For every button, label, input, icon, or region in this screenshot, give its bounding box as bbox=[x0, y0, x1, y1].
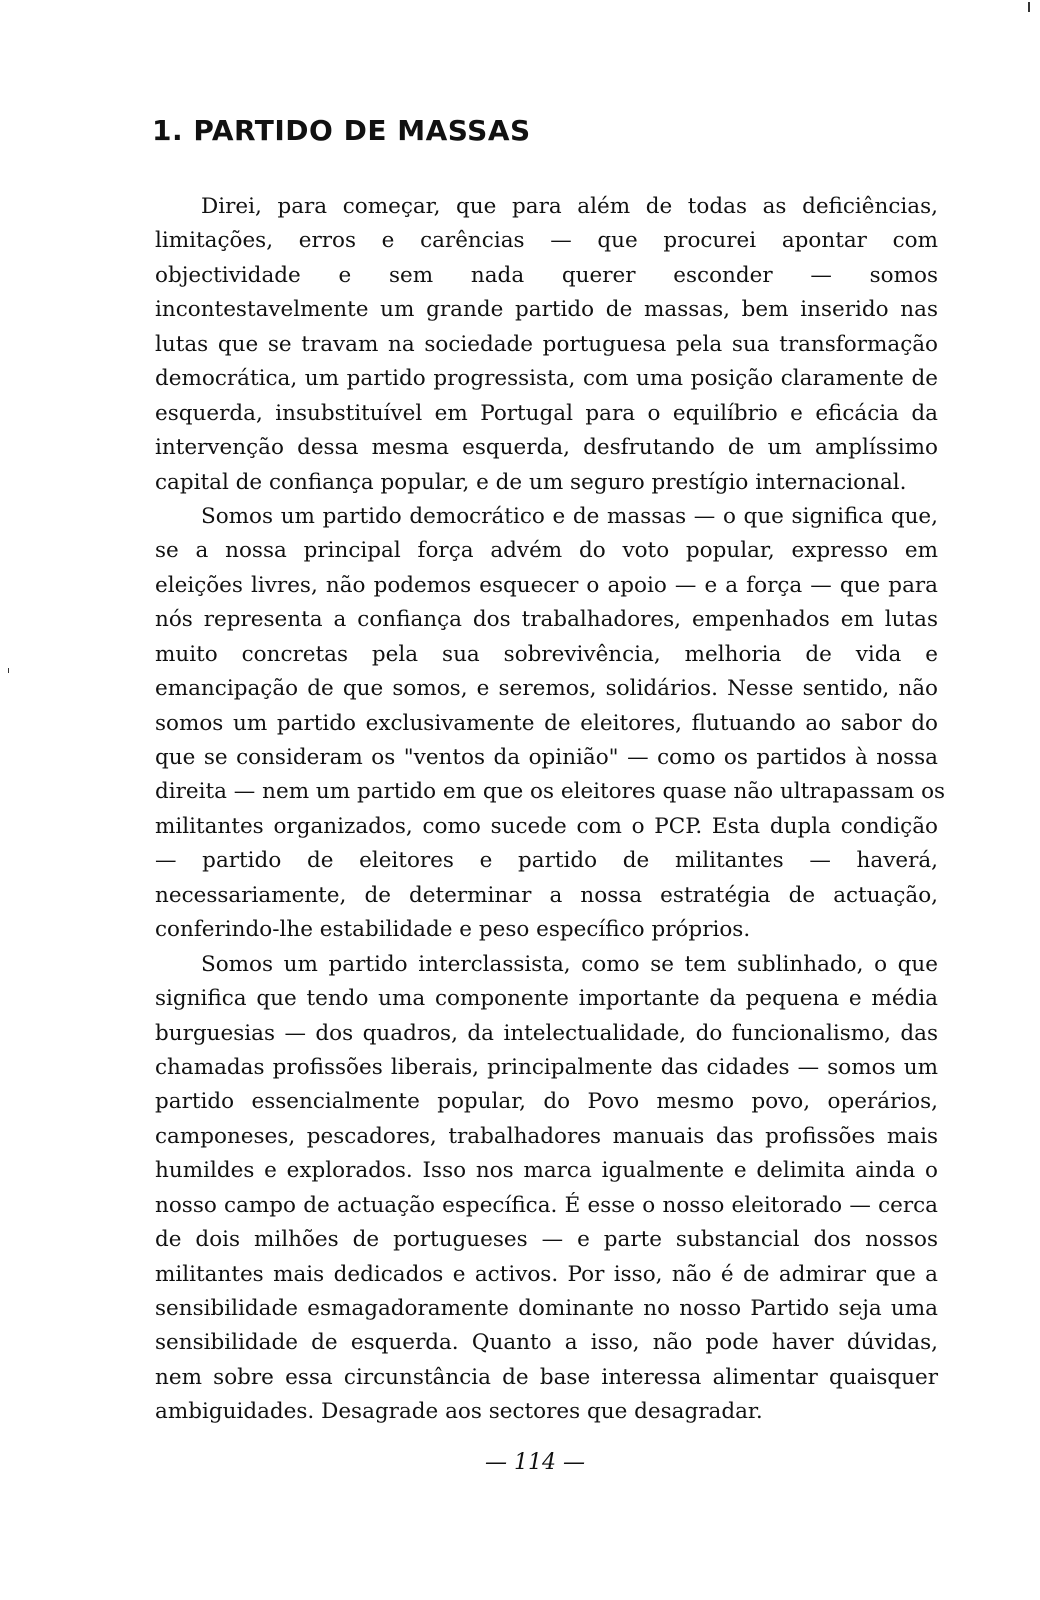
text-line: — partido de eleitores e partido de militantes — haverá, bbox=[155, 848, 938, 874]
text-line: ambiguidades. Desagrade aos sectores que desagradar. bbox=[155, 1399, 763, 1425]
text-line: humildes e explorados. Isso nos marca igualmente e delimita ainda o bbox=[155, 1158, 938, 1184]
text-line: incontestavelmente um grande partido de massas, bem inserido nas bbox=[155, 297, 938, 323]
text-line: emancipação de que somos, e seremos, solidários. Nesse sentido, não bbox=[155, 676, 938, 702]
text-line: burguesias — dos quadros, da intelectualidade, do funcionalismo, das bbox=[155, 1020, 938, 1046]
text-line: nós representa a confiança dos trabalhadores, empenhados em lutas bbox=[155, 607, 938, 633]
text-line: conferindo-lhe estabilidade e peso específico próprios. bbox=[155, 917, 751, 943]
text-line: sensibilidade esmagadoramente dominante no nosso Partido seja uma bbox=[155, 1296, 938, 1321]
text-line: muito concretas pela sua sobrevivência, melhoria de vida e bbox=[155, 641, 938, 667]
text-line: partido essencialmente popular, do Povo mesmo povo, operários, bbox=[155, 1089, 938, 1115]
text-line: militantes mais dedicados e activos. Por isso, não é de admirar que a bbox=[155, 1261, 938, 1287]
text-line: se a nossa principal força advém do voto popular, expresso em bbox=[155, 538, 938, 564]
text-line: Somos um partido democrático e de massas — o que significa que, bbox=[201, 503, 938, 529]
text-line: Direi, para começar, que para além de todas as deficiências, bbox=[201, 194, 938, 219]
text-line: necessariamente, de determinar a nossa estratégia de actuação, bbox=[155, 882, 938, 908]
body-text bbox=[155, 190, 946, 1430]
text-line: lutas que se travam na sociedade portuguesa pela sua transformação bbox=[155, 331, 938, 357]
text-line: nem sobre essa circunstância de base interessa alimentar quaisquer bbox=[155, 1364, 938, 1390]
text-line: direita — nem um partido em que os eleitores quase não ultrapassam os bbox=[155, 779, 946, 805]
text-line: limitações, erros e carências — que procurei apontar com bbox=[155, 228, 938, 254]
text-line: camponeses, pescadores, trabalhadores manuais das profissões mais bbox=[155, 1123, 938, 1149]
text-line: capital de confiança popular, e de um seguro prestígio internacional. bbox=[155, 469, 907, 495]
text-line: objectividade e sem nada querer esconder — somos bbox=[155, 262, 938, 288]
text-line: Somos um partido interclassista, como se tem sublinhado, o que bbox=[201, 951, 938, 977]
scan-speck bbox=[1028, 2, 1030, 12]
text-line: somos um partido exclusivamente de eleitores, flutuando ao sabor do bbox=[155, 710, 938, 736]
page-number: — 114 — bbox=[485, 1450, 585, 1475]
section-heading: 1. PARTIDO DE MASSAS bbox=[152, 114, 531, 147]
scan-speck bbox=[8, 668, 9, 673]
text-line: nosso campo de actuação específica. É esse o nosso eleitorado — cerca bbox=[155, 1192, 938, 1218]
text-line: intervenção dessa mesma esquerda, desfrutando de um amplíssimo bbox=[155, 435, 938, 461]
text-line: que se consideram os "ventos da opinião" — como os partidos à nossa bbox=[155, 745, 938, 770]
text-line: chamadas profissões liberais, principalmente das cidades — somos um bbox=[155, 1054, 938, 1080]
text-line: militantes organizados, como sucede com o PCP. Esta dupla condição bbox=[155, 813, 938, 839]
text-line: significa que tendo uma componente importante da pequena e média bbox=[155, 986, 938, 1012]
text-line: esquerda, insubstituível em Portugal para o equilíbrio e eficácia da bbox=[155, 400, 938, 426]
text-line: democrática, um partido progressista, com uma posição claramente de bbox=[155, 366, 938, 392]
text-line: sensibilidade de esquerda. Quanto a isso, não pode haver dúvidas, bbox=[155, 1330, 938, 1356]
text-line: eleições livres, não podemos esquecer o apoio — e a força — que para bbox=[155, 572, 938, 598]
text-line: de dois milhões de portugueses — e parte substancial dos nossos bbox=[155, 1227, 938, 1253]
